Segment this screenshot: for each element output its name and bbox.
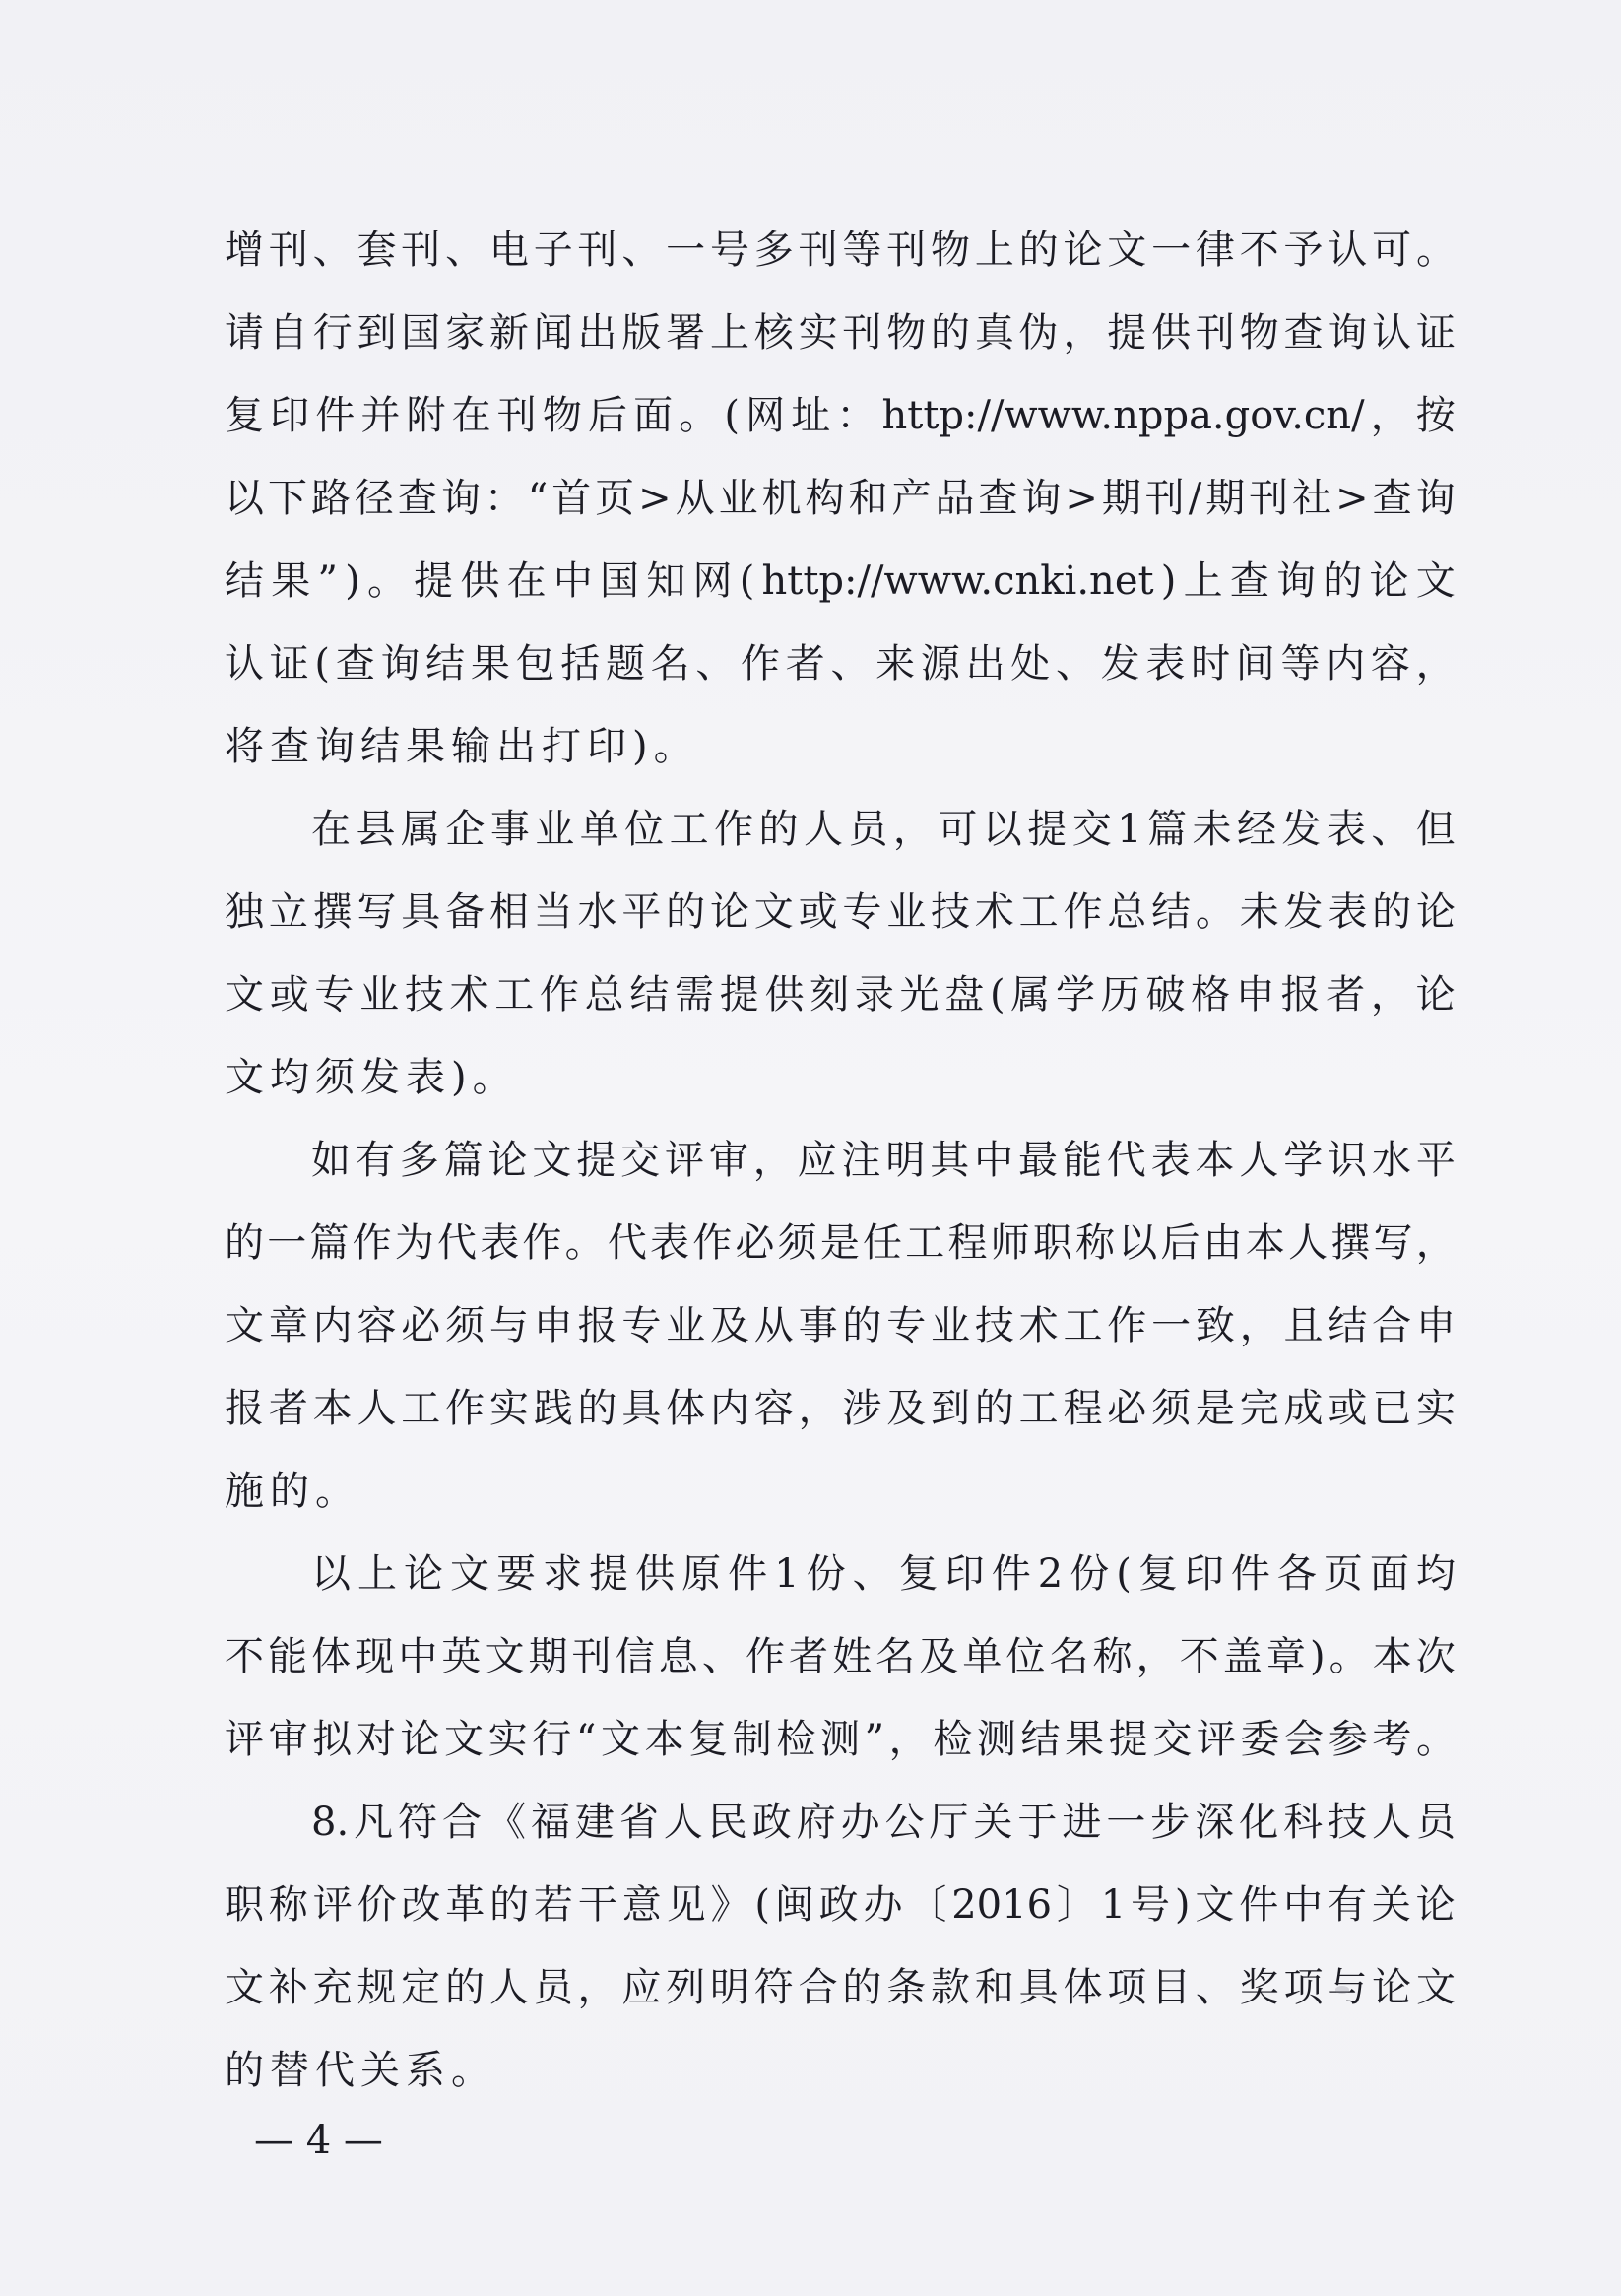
text-line: 施 的 。 — [225, 1469, 355, 1514]
text-line: 评 审 拟 对 论 文 实 行 “ 文 本 复 制 检 测 ” ， 检 测 结 果 提 交 评 委 会 参 考 。 — [225, 1717, 1456, 1762]
text-line: 独 立 撰 写 具 备 相 当 水 平 的 论 文 或 专 业 技 术 工 作 总 结 。 未 发 表 的 论 — [225, 889, 1456, 935]
text-line: 文 章 内 容 必 须 与 申 报 专 业 及 从 事 的 专 业 技 术 工 作 一 致 ， 且 结 合 申 — [225, 1303, 1456, 1348]
body-text — [225, 209, 1456, 2112]
text-line: 8. 凡 符 合 《 福 建 省 人 民 政 府 办 公 厅 关 于 进 一 步 深 化 科 技 人 员 — [311, 1800, 1456, 1845]
text-line: 文 均 须 发 表 ) 。 — [225, 1055, 512, 1100]
text-line: 的 替 代 关 系 。 — [225, 2048, 490, 2093]
text-line: 以 上 论 文 要 求 提 供 原 件 1 份 、 复 印 件 2 份 ( 复 印 件 各 页 面 均 — [311, 1551, 1456, 1597]
text-line: 请 自 行 到 国 家 新 闻 出 版 署 上 核 实 刊 物 的 真 伪 ， 提 供 刊 物 查 询 认 证 — [225, 310, 1456, 356]
text-line: 结 果 ” ) 。 提 供 在 中 国 知 网 ( http://www.cnki.net ) 上 查 询 的 论 文 — [225, 558, 1456, 604]
text-line: 以 下 路 径 查 询 ： “ 首 页 > 从 业 机 构 和 产 品 查 询 > 期 刊 / 期 刊 社 > 查 询 — [225, 476, 1456, 521]
page-number: — 4 — — [254, 2118, 383, 2163]
text-line: 文 或 专 业 技 术 工 作 总 结 需 提 供 刻 录 光 盘 ( 属 学 历 破 格 申 报 者 ， 论 — [225, 972, 1456, 1017]
text-line: 的 一 篇 作 为 代 表 作 。 代 表 作 必 须 是 任 工 程 师 职 称 以 后 由 本 人 撰 写 ， — [225, 1220, 1456, 1266]
text-line: 认 证 ( 查 询 结 果 包 括 题 名 、 作 者 、 来 源 出 处 、 发 表 时 间 等 内 容 ， — [225, 641, 1456, 687]
text-line: 将 查 询 结 果 输 出 打 印 ) 。 — [225, 724, 693, 769]
text-line: 增 刊 、 套 刊 、 电 子 刊 、 一 号 多 刊 等 刊 物 上 的 论 文 一 律 不 予 认 可 。 — [225, 228, 1456, 273]
text-line: 不 能 体 现 中 英 文 期 刊 信 息 、 作 者 姓 名 及 单 位 名 称 ， 不 盖 章 ) 。 本 次 — [225, 1634, 1456, 1679]
text-line: 文 补 充 规 定 的 人 员 ， 应 列 明 符 合 的 条 款 和 具 体 项 目 、 奖 项 与 论 文 — [225, 1965, 1456, 2010]
text-line: 如 有 多 篇 论 文 提 交 评 审 ， 应 注 明 其 中 最 能 代 表 本 人 学 识 水 平 — [311, 1138, 1456, 1183]
text-line: 复 印 件 并 附 在 刊 物 后 面 。 ( 网 址 ： http://www.nppa.gov.cn/ ， 按 — [225, 393, 1456, 438]
text-line: 报 者 本 人 工 作 实 践 的 具 体 内 容 ， 涉 及 到 的 工 程 必 须 是 完 成 或 已 实 — [225, 1386, 1456, 1431]
scan-speck — [1335, 1986, 1349, 1994]
text-line: 在 县 属 企 事 业 单 位 工 作 的 人 员 ， 可 以 提 交 1 篇 未 经 发 表 、 但 — [311, 807, 1456, 852]
text-line: 职 称 评 价 改 革 的 若 干 意 见 》 ( 闽 政 办 〔 2016 〕 1 号 ) 文 件 中 有 关 论 — [225, 1882, 1456, 1928]
